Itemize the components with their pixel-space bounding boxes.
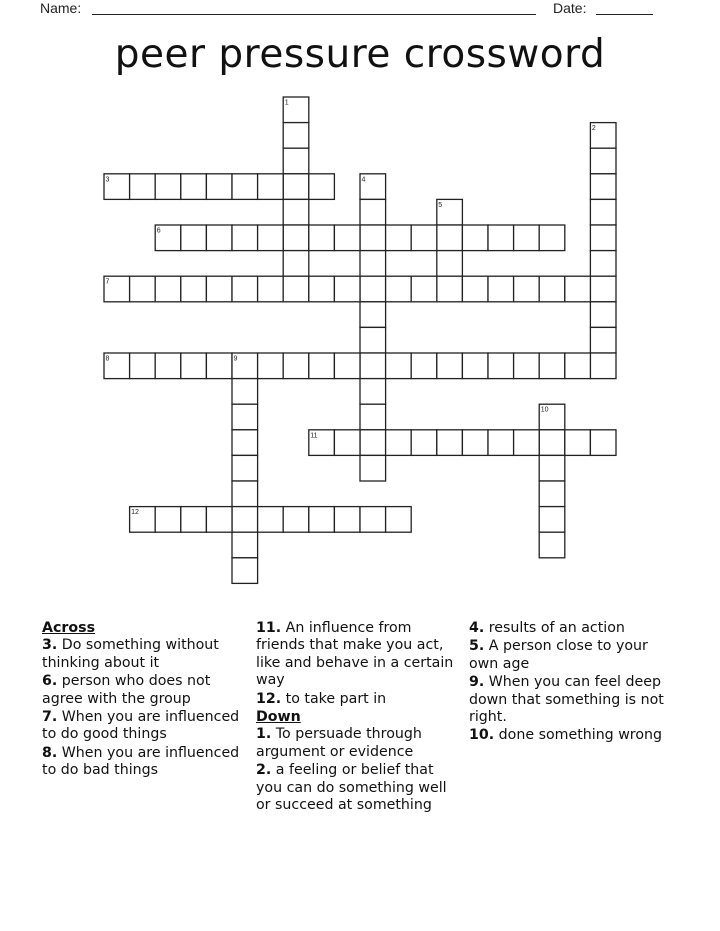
grid-cell[interactable] [360, 276, 386, 302]
grid-cell[interactable] [283, 507, 309, 533]
grid-cell[interactable] [514, 276, 540, 302]
date-label: Date: [553, 0, 587, 16]
grid-cell[interactable] [309, 225, 335, 251]
clue-across-6: 6. person who does not agree with the group [42, 673, 211, 707]
grid-cell[interactable] [437, 276, 463, 302]
clue-down-9: 9. When you can feel deep down that something is not right. [469, 674, 664, 726]
grid-cell[interactable] [514, 353, 540, 379]
clue-across-7: 7. When you are influenced to do good things [42, 709, 240, 743]
grid-cell[interactable] [386, 507, 412, 533]
grid-cell[interactable] [258, 353, 284, 379]
cell-number: 9 [233, 355, 238, 363]
grid-cell[interactable] [283, 123, 309, 149]
grid-cell[interactable] [437, 251, 463, 277]
clue-down-10: 10. done something wrong [469, 727, 662, 744]
grid-cell[interactable] [283, 353, 309, 379]
grid-cell[interactable] [539, 276, 565, 302]
grid-cell[interactable] [437, 430, 463, 456]
clues-column-2 [256, 620, 461, 815]
grid-cell[interactable] [181, 276, 207, 302]
grid-cell[interactable] [283, 174, 309, 200]
grid-cell[interactable] [539, 430, 565, 456]
grid-cell[interactable] [386, 430, 412, 456]
grid-cell[interactable] [360, 199, 386, 225]
grid-cell[interactable] [514, 430, 540, 456]
cell-number: 11 [310, 432, 318, 440]
grid-cell[interactable] [155, 507, 181, 533]
grid-cell[interactable] [206, 225, 232, 251]
grid-cell[interactable] [334, 225, 360, 251]
grid-cell[interactable] [539, 481, 565, 507]
grid-cell[interactable] [360, 225, 386, 251]
grid-cell[interactable] [232, 379, 258, 405]
grid-cell[interactable] [232, 404, 258, 430]
cell-number: 7 [105, 278, 110, 286]
grid-cell[interactable] [232, 532, 258, 558]
grid-cell[interactable] [258, 174, 284, 200]
grid-cell[interactable] [232, 174, 258, 200]
cell-number: 5 [438, 201, 443, 209]
name-label: Name: [40, 0, 82, 16]
grid-cell[interactable] [590, 327, 616, 353]
grid-cell[interactable] [590, 353, 616, 379]
grid-cell[interactable] [181, 174, 207, 200]
grid-cell[interactable] [309, 353, 335, 379]
grid-cell[interactable] [232, 558, 258, 584]
grid-cell[interactable] [334, 353, 360, 379]
cell-number: 6 [156, 227, 161, 235]
grid-cell[interactable] [258, 507, 284, 533]
grid-cell[interactable] [462, 225, 488, 251]
grid-cell[interactable] [360, 379, 386, 405]
grid-cell[interactable] [206, 174, 232, 200]
grid-cell[interactable] [462, 353, 488, 379]
grid-cell[interactable] [232, 430, 258, 456]
grid-cell[interactable] [590, 276, 616, 302]
grid-cell[interactable] [334, 430, 360, 456]
grid-cell[interactable] [411, 225, 437, 251]
grid-cell[interactable] [590, 302, 616, 328]
clue-down-4: 4. results of an action [469, 620, 625, 636]
grid-cell[interactable] [590, 199, 616, 225]
grid-cell[interactable] [462, 430, 488, 456]
grid-cell[interactable] [590, 174, 616, 200]
grid-cell[interactable] [360, 404, 386, 430]
grid-cell[interactable] [488, 225, 514, 251]
grid-cell[interactable] [590, 148, 616, 174]
clue-down-1: 1. To persuade through argument or evidence [256, 726, 422, 760]
grid-cell[interactable] [360, 302, 386, 328]
grid-cell[interactable] [232, 225, 258, 251]
across-heading: Across [42, 620, 96, 636]
grid-cell[interactable] [232, 481, 258, 507]
grid-cell[interactable] [155, 174, 181, 200]
grid-cell[interactable] [360, 430, 386, 456]
grid-cell[interactable] [130, 353, 156, 379]
clues-column-1 [42, 620, 252, 781]
grid-cell[interactable] [437, 353, 463, 379]
grid-cell[interactable] [488, 430, 514, 456]
grid-cell[interactable] [360, 455, 386, 481]
grid-cell[interactable] [590, 251, 616, 277]
grid-cell[interactable] [232, 455, 258, 481]
grid-cell[interactable] [181, 353, 207, 379]
clue-down-2: 2. a feeling or belief that you can do something well or succeed at something [256, 762, 447, 814]
grid-cell[interactable] [309, 276, 335, 302]
grid-cell[interactable] [539, 225, 565, 251]
grid-cell[interactable] [565, 353, 591, 379]
grid-cell[interactable] [206, 353, 232, 379]
grid-cell[interactable] [462, 276, 488, 302]
grid-cell[interactable] [130, 174, 156, 200]
grid-cell[interactable] [411, 353, 437, 379]
clue-down-5: 5. A person close to your own age [469, 638, 648, 672]
grid-cell[interactable] [360, 251, 386, 277]
grid-cell[interactable] [309, 507, 335, 533]
grid-cell[interactable] [386, 276, 412, 302]
grid-cell[interactable] [309, 174, 335, 200]
grid-cell[interactable] [565, 430, 591, 456]
grid-cell[interactable] [206, 507, 232, 533]
grid-cell[interactable] [283, 225, 309, 251]
grid-cell[interactable] [334, 507, 360, 533]
grid-cell[interactable] [539, 455, 565, 481]
grid-cell[interactable] [488, 353, 514, 379]
grid-cell[interactable] [334, 276, 360, 302]
grid-cell[interactable] [539, 507, 565, 533]
clues-column-3 [469, 620, 669, 746]
down-heading: Down [256, 709, 301, 726]
grid-cell[interactable] [130, 276, 156, 302]
grid-cell[interactable] [155, 276, 181, 302]
cell-number: 10 [540, 406, 549, 414]
grid-cell[interactable] [283, 276, 309, 302]
grid-cell[interactable] [258, 225, 284, 251]
grid-cell[interactable] [283, 199, 309, 225]
grid-cell[interactable] [283, 251, 309, 277]
grid-cell[interactable] [232, 276, 258, 302]
grid-cell[interactable] [232, 507, 258, 533]
grid-cell[interactable] [488, 276, 514, 302]
clue-across-8: 8. When you are influenced to do bad things [42, 744, 240, 779]
grid-cell[interactable] [283, 148, 309, 174]
grid-cell[interactable] [360, 327, 386, 353]
grid-cell[interactable] [411, 430, 437, 456]
clue-across-3: 3. Do something without thinking about it [42, 637, 219, 671]
grid-cell[interactable] [258, 276, 284, 302]
grid-cell[interactable] [360, 507, 386, 533]
grid-cell[interactable] [206, 276, 232, 302]
clue-across-12: 12. to take part in [256, 690, 387, 707]
grid-cell[interactable] [386, 225, 412, 251]
cell-number: 1 [284, 99, 289, 107]
cell-number: 4 [361, 176, 366, 184]
cell-number: 2 [591, 125, 596, 133]
page-title: peer pressure crossword [114, 32, 606, 77]
cell-number: 3 [105, 176, 110, 184]
grid-cell[interactable] [411, 276, 437, 302]
grid-cell[interactable] [539, 353, 565, 379]
cell-number: 8 [105, 355, 110, 363]
grid-cell[interactable] [590, 430, 616, 456]
grid-cell[interactable] [181, 225, 207, 251]
grid-cell[interactable] [565, 276, 591, 302]
grid-cell[interactable] [437, 225, 463, 251]
clue-across-11: 11. An influence from friends that make you act, like and behave in a certain way [256, 620, 454, 689]
grid-cell[interactable] [514, 225, 540, 251]
grid-cell[interactable] [590, 225, 616, 251]
grid-cell[interactable] [155, 353, 181, 379]
grid-cell[interactable] [360, 353, 386, 379]
grid-cell[interactable] [539, 532, 565, 558]
grid-cell[interactable] [386, 353, 412, 379]
cell-number: 12 [131, 509, 139, 517]
grid-cell[interactable] [181, 507, 207, 533]
